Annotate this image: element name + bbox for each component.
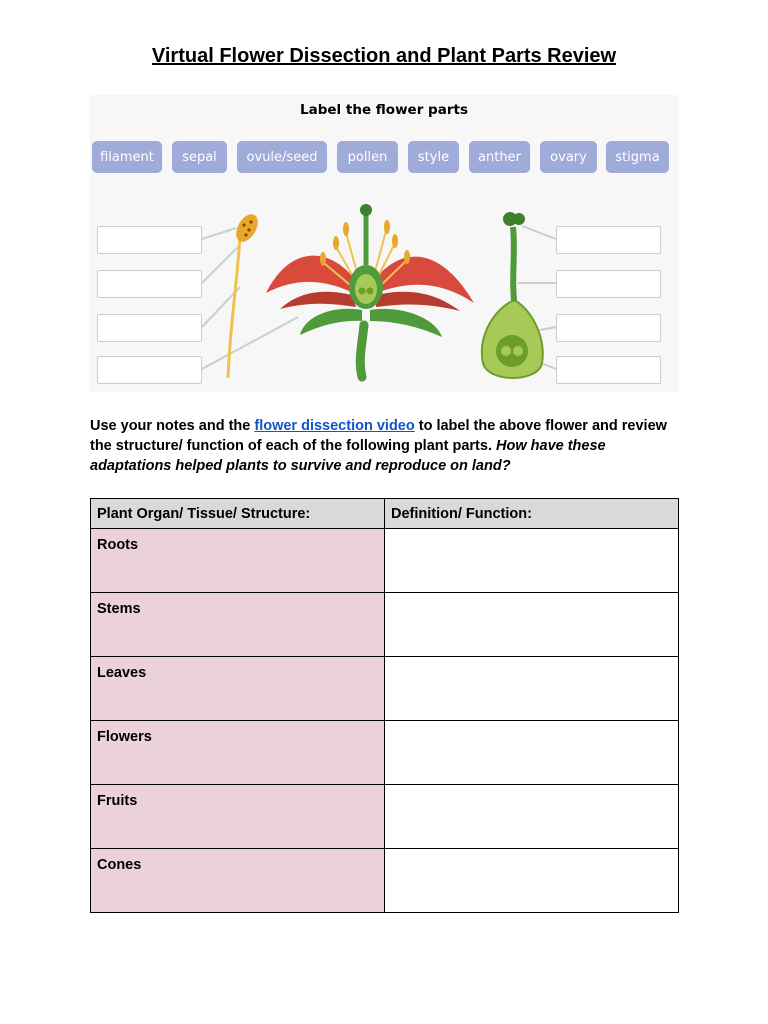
organ-cell: Flowers — [91, 721, 385, 785]
page-title: Virtual Flower Dissection and Plant Parts Review — [151, 45, 617, 67]
table-header-row — [91, 499, 679, 529]
table-row — [91, 593, 679, 657]
table-row — [91, 721, 679, 785]
flower-diagram-panel — [90, 95, 678, 392]
header-organ: Plant Organ/ Tissue/ Structure: — [91, 499, 385, 529]
plant-parts-table — [90, 498, 679, 913]
definition-cell[interactable] — [385, 529, 679, 593]
organ-cell: Stems — [91, 593, 385, 657]
word-chip[interactable]: ovule/seed — [237, 141, 327, 173]
instructions-question: How have these adaptations helped plants to survive and reproduce on land? — [90, 438, 606, 474]
definition-cell[interactable] — [385, 657, 679, 721]
label-box-left-4[interactable] — [97, 356, 202, 384]
label-box-left-1[interactable] — [97, 226, 202, 254]
word-chip[interactable]: filament — [92, 141, 162, 173]
definition-cell[interactable] — [385, 593, 679, 657]
definition-cell[interactable] — [385, 785, 679, 849]
instructions-text-start: Use your notes and the — [90, 418, 255, 434]
word-chip[interactable]: style — [408, 141, 459, 173]
flower-dissection-video-link[interactable]: flower dissection video — [254, 418, 415, 434]
label-box-left-3[interactable] — [97, 314, 202, 342]
label-box-left-2[interactable] — [97, 270, 202, 298]
label-box-right-4[interactable] — [556, 356, 661, 384]
table-row — [91, 529, 679, 593]
instructions — [90, 416, 690, 476]
organ-cell: Leaves — [91, 657, 385, 721]
instructions-text-end: to label the above flower and review the structure/ function of each of the following plant parts. — [90, 418, 667, 454]
label-box-right-3[interactable] — [556, 314, 661, 342]
diagram-heading: Label the flower parts — [300, 102, 468, 118]
label-box-right-1[interactable] — [556, 226, 661, 254]
definition-cell[interactable] — [385, 721, 679, 785]
table-row — [91, 785, 679, 849]
organ-cell: Fruits — [91, 785, 385, 849]
word-chip[interactable]: ovary — [540, 141, 597, 173]
definition-cell[interactable] — [385, 849, 679, 913]
table-row — [91, 657, 679, 721]
header-definition: Definition/ Function: — [385, 499, 679, 529]
organ-cell: Roots — [91, 529, 385, 593]
table-row — [91, 849, 679, 913]
pistil-icon — [482, 212, 543, 378]
flower-icon — [266, 204, 474, 377]
label-box-right-2[interactable] — [556, 270, 661, 298]
organ-cell: Cones — [91, 849, 385, 913]
word-chip[interactable]: sepal — [172, 141, 227, 173]
word-chip[interactable]: anther — [469, 141, 530, 173]
leader-lines-left — [202, 228, 298, 369]
word-chip[interactable]: pollen — [337, 141, 398, 173]
word-chip[interactable]: stigma — [606, 141, 669, 173]
